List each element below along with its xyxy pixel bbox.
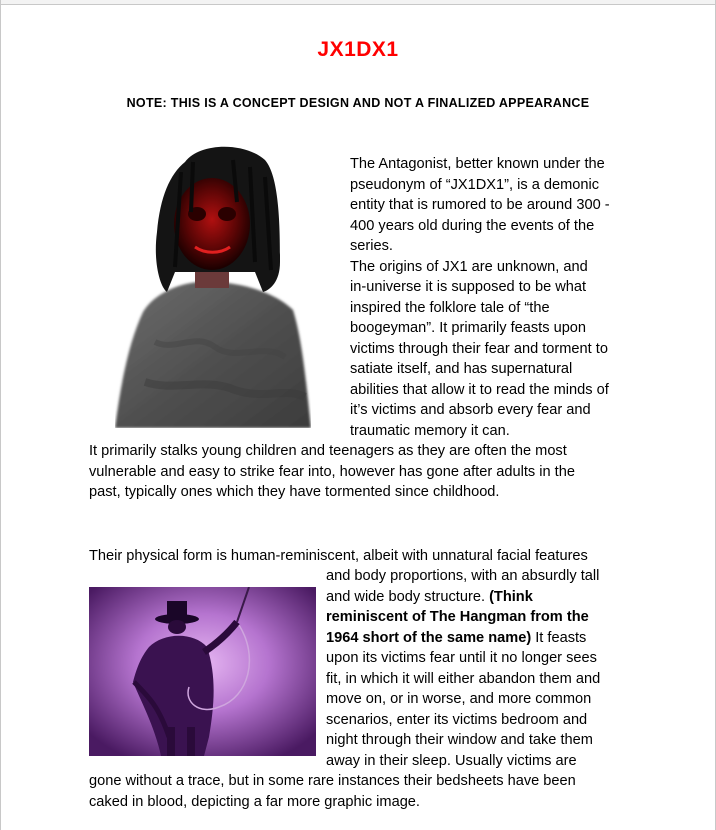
concept-note: NOTE: THIS IS A CONCEPT DESIGN AND NOT A FINALIZED APPEARANCE	[126, 96, 590, 110]
paragraph-1-wrapped: The Antagonist, better known under the pseudonym of “JX1DX1”, is a demonic entity that is rumored to be around 300 - 400 years old during the events of the series. The origins of JX1 are unknown, and in-universe it is supposed to be what inspired the folklore tale of “the boogeyman”. It primarily feasts upon victims through their fear and torment to satiate itself, and has supernatural abilities that allow it to read the minds of it’s victims and absorb every fear and traumatic memory it can.	[350, 156, 610, 439]
page-top-edge	[0, 0, 716, 5]
document-title: JX1DX1	[317, 38, 399, 61]
paragraph-1-full-width: It primarily stalks young children and teenagers as they are often the most vulnerable and easy to strike fear into, however has gone after adults in the past, typically ones which they have tormented since childhood.	[89, 443, 575, 500]
paragraph-2-wrapped: and body proportions, with an absurdly tall and wide body structure. (Think reminiscent of The Hangman from the 1964 short of the same name) It feasts upon its victims fear until it no longer sees fit, in which it will either abandon them and move on, or in worse, and more common scenarios, enter its victims bedroom and night through their window and take them away in their sleep. Usually victims are	[326, 568, 601, 769]
page-left-edge	[0, 0, 1, 830]
paragraph-2-first-line: Their physical form is human-reminiscent, albeit with unnatural facial features	[89, 548, 588, 564]
antagonist-concept-image	[115, 142, 311, 428]
hangman-reference-bold: (Think	[489, 588, 533, 605]
hangman-reference-image	[89, 587, 316, 756]
paragraph-2-full-width: gone without a trace, but in some rare instances their bedsheets have been caked in blood, depicting a far more graphic image.	[89, 773, 576, 810]
